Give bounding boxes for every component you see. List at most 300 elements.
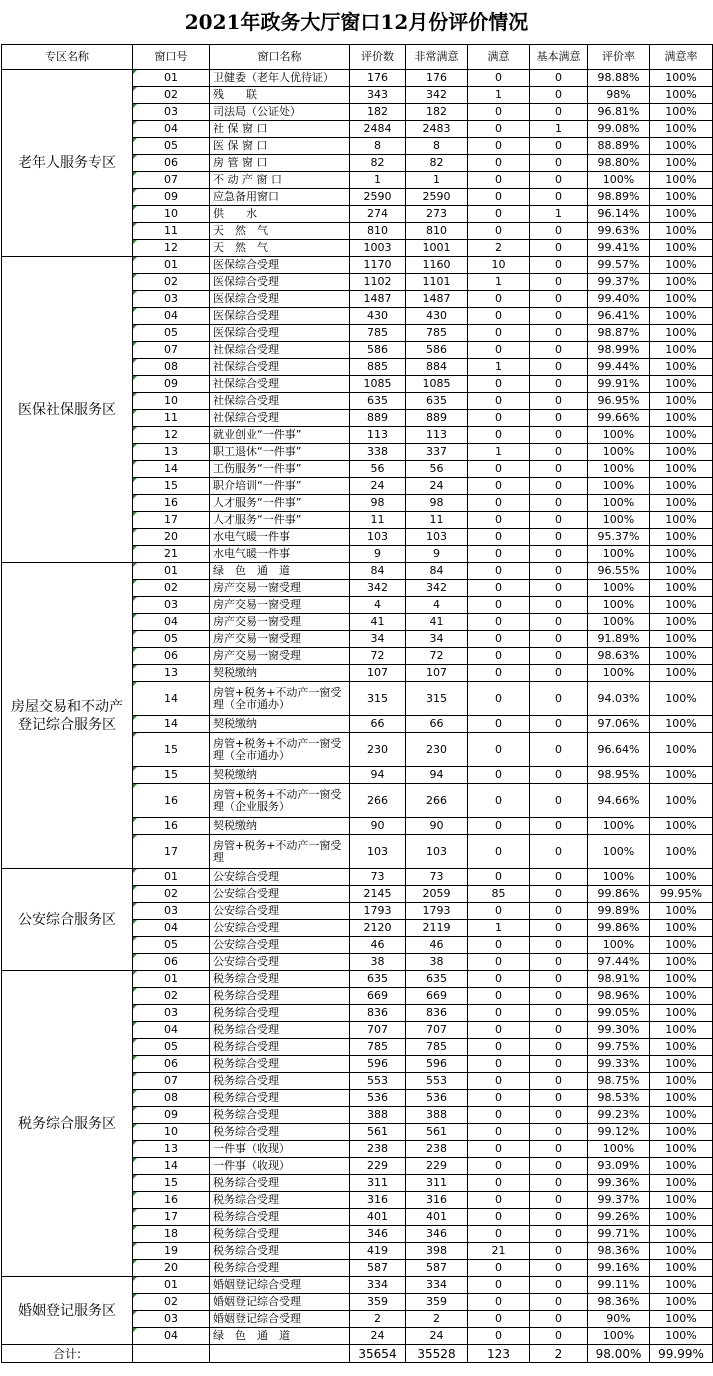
satisfied-count: 0 [468,138,530,155]
basic-satisfied-count: 0 [530,291,588,308]
satisfaction-rate: 100% [650,682,713,716]
basic-satisfied-count: 0 [530,308,588,325]
window-number: 10 [133,206,210,223]
very-satisfied-count: 536 [406,1090,468,1107]
window-name: 契税缴纳 [210,716,350,733]
satisfied-count: 0 [468,954,530,971]
basic-satisfied-count: 0 [530,597,588,614]
evaluation-count: 343 [350,87,406,104]
window-number: 07 [133,342,210,359]
basic-satisfied-count: 0 [530,665,588,682]
satisfied-count: 0 [468,376,530,393]
very-satisfied-count: 230 [406,733,468,767]
evaluation-count: 46 [350,937,406,954]
basic-satisfied-count: 0 [530,342,588,359]
window-number: 15 [133,478,210,495]
total-very-satisfied: 35528 [406,1345,468,1363]
basic-satisfied-count: 0 [530,1158,588,1175]
empty-cell [210,1345,350,1363]
window-number: 02 [133,1294,210,1311]
total-satisfied: 123 [468,1345,530,1363]
evaluation-rate: 99.91% [588,376,650,393]
evaluation-count: 2 [350,1311,406,1328]
very-satisfied-count: 24 [406,478,468,495]
window-name: 房产交易一窗受理 [210,631,350,648]
basic-satisfied-count: 0 [530,563,588,580]
evaluation-count: 84 [350,563,406,580]
satisfied-count: 0 [468,1311,530,1328]
basic-satisfied-count: 0 [530,1141,588,1158]
window-number: 20 [133,529,210,546]
window-name: 公安综合受理 [210,903,350,920]
window-number: 04 [133,308,210,325]
satisfied-count: 0 [468,342,530,359]
zone-name: 老年人服务专区 [2,70,133,257]
very-satisfied-count: 107 [406,665,468,682]
evaluation-count: 94 [350,767,406,784]
evaluation-count: 230 [350,733,406,767]
satisfied-count: 21 [468,1243,530,1260]
very-satisfied-count: 561 [406,1124,468,1141]
evaluation-count: 90 [350,818,406,835]
evaluation-count: 338 [350,444,406,461]
very-satisfied-count: 176 [406,70,468,87]
evaluation-rate: 96.55% [588,563,650,580]
very-satisfied-count: 9 [406,546,468,563]
satisfied-count: 0 [468,1260,530,1277]
basic-satisfied-count: 0 [530,716,588,733]
very-satisfied-count: 337 [406,444,468,461]
satisfied-count: 0 [468,597,530,614]
satisfied-count: 0 [468,818,530,835]
window-number: 02 [133,87,210,104]
evaluation-rate: 98% [588,87,650,104]
satisfied-count: 1 [468,274,530,291]
window-number: 08 [133,1090,210,1107]
evaluation-rate: 99.41% [588,240,650,257]
window-name: 一件事（收现） [210,1158,350,1175]
satisfaction-rate: 100% [650,512,713,529]
evaluation-count: 635 [350,971,406,988]
satisfaction-rate: 100% [650,580,713,597]
window-number: 05 [133,1039,210,1056]
very-satisfied-count: 586 [406,342,468,359]
satisfied-count: 0 [468,512,530,529]
window-number: 05 [133,138,210,155]
evaluation-rate: 100% [588,818,650,835]
basic-satisfied-count: 0 [530,886,588,903]
satisfaction-rate: 100% [650,988,713,1005]
basic-satisfied-count: 0 [530,784,588,818]
window-name: 税务综合受理 [210,1209,350,1226]
window-number: 13 [133,444,210,461]
window-number: 15 [133,1175,210,1192]
basic-satisfied-count: 0 [530,155,588,172]
satisfaction-rate: 100% [650,954,713,971]
satisfaction-rate: 100% [650,1192,713,1209]
total-rate: 98.00% [588,1345,650,1363]
window-name: 税务综合受理 [210,1005,350,1022]
window-name: 房管+税务+不动产一窗受理（企业服务） [210,784,350,818]
basic-satisfied-count: 0 [530,359,588,376]
basic-satisfied-count: 0 [530,1294,588,1311]
evaluation-count: 401 [350,1209,406,1226]
window-number: 03 [133,104,210,121]
very-satisfied-count: 707 [406,1022,468,1039]
very-satisfied-count: 238 [406,1141,468,1158]
total-basic: 2 [530,1345,588,1363]
window-number: 02 [133,580,210,597]
window-name: 供 水 [210,206,350,223]
evaluation-count: 889 [350,410,406,427]
satisfied-count: 0 [468,1328,530,1345]
satisfied-count: 0 [468,291,530,308]
basic-satisfied-count: 0 [530,1226,588,1243]
window-name: 医保综合受理 [210,257,350,274]
basic-satisfied-count: 0 [530,240,588,257]
satisfaction-rate: 100% [650,1328,713,1345]
evaluation-count: 334 [350,1277,406,1294]
evaluation-count: 669 [350,988,406,1005]
basic-satisfied-count: 0 [530,869,588,886]
very-satisfied-count: 2 [406,1311,468,1328]
window-number: 15 [133,767,210,784]
basic-satisfied-count: 0 [530,614,588,631]
satisfaction-rate: 100% [650,325,713,342]
satisfied-count: 0 [468,716,530,733]
satisfied-count: 0 [468,1090,530,1107]
very-satisfied-count: 587 [406,1260,468,1277]
satisfaction-rate: 100% [650,1209,713,1226]
very-satisfied-count: 273 [406,206,468,223]
satisfied-count: 0 [468,1158,530,1175]
evaluation-rate: 99.66% [588,410,650,427]
very-satisfied-count: 2483 [406,121,468,138]
satisfaction-rate: 100% [650,1311,713,1328]
window-number: 09 [133,189,210,206]
column-header: 评价数 [350,45,406,70]
basic-satisfied-count: 0 [530,1260,588,1277]
evaluation-rate: 98.91% [588,971,650,988]
very-satisfied-count: 41 [406,614,468,631]
evaluation-count: 1170 [350,257,406,274]
zone-name: 房屋交易和不动产登记综合服务区 [2,563,133,869]
very-satisfied-count: 2119 [406,920,468,937]
satisfied-count: 1 [468,920,530,937]
window-name: 医 保 窗 口 [210,138,350,155]
window-number: 10 [133,1124,210,1141]
evaluation-table [1,44,713,1363]
evaluation-count: 885 [350,359,406,376]
basic-satisfied-count: 0 [530,580,588,597]
very-satisfied-count: 430 [406,308,468,325]
window-name: 应急备用窗口 [210,189,350,206]
evaluation-count: 359 [350,1294,406,1311]
header-row [2,45,713,70]
satisfaction-rate: 100% [650,138,713,155]
evaluation-count: 561 [350,1124,406,1141]
basic-satisfied-count: 0 [530,1022,588,1039]
basic-satisfied-count: 0 [530,1107,588,1124]
evaluation-rate: 100% [588,495,650,512]
basic-satisfied-count: 0 [530,954,588,971]
satisfied-count: 1 [468,359,530,376]
evaluation-count: 311 [350,1175,406,1192]
window-number: 05 [133,631,210,648]
satisfied-count: 2 [468,240,530,257]
satisfaction-rate: 100% [650,563,713,580]
window-number: 05 [133,937,210,954]
satisfied-count: 0 [468,648,530,665]
satisfaction-rate: 100% [650,1073,713,1090]
column-header: 基本满意 [530,45,588,70]
satisfaction-rate: 100% [650,291,713,308]
window-name: 房产交易一窗受理 [210,614,350,631]
satisfaction-rate: 100% [650,1277,713,1294]
evaluation-rate: 99.33% [588,1056,650,1073]
satisfaction-rate: 100% [650,87,713,104]
basic-satisfied-count: 0 [530,682,588,716]
window-number: 03 [133,903,210,920]
window-name: 房管+税务+不动产一窗受理 [210,835,350,869]
satisfaction-rate: 100% [650,1090,713,1107]
satisfied-count: 0 [468,1192,530,1209]
very-satisfied-count: 1487 [406,291,468,308]
evaluation-rate: 99.63% [588,223,650,240]
satisfied-count: 0 [468,869,530,886]
satisfied-count: 0 [468,189,530,206]
satisfaction-rate: 100% [650,206,713,223]
total-satisfaction: 99.99% [650,1345,713,1363]
basic-satisfied-count: 0 [530,189,588,206]
evaluation-rate: 100% [588,937,650,954]
window-number: 18 [133,1226,210,1243]
window-name: 社保综合受理 [210,342,350,359]
very-satisfied-count: 315 [406,682,468,716]
very-satisfied-count: 401 [406,1209,468,1226]
very-satisfied-count: 182 [406,104,468,121]
very-satisfied-count: 553 [406,1073,468,1090]
window-number: 01 [133,257,210,274]
evaluation-rate: 100% [588,597,650,614]
evaluation-count: 66 [350,716,406,733]
window-name: 契税缴纳 [210,767,350,784]
basic-satisfied-count: 0 [530,1039,588,1056]
evaluation-count: 553 [350,1073,406,1090]
basic-satisfied-count: 0 [530,1005,588,1022]
very-satisfied-count: 1 [406,172,468,189]
table-row [2,971,713,988]
evaluation-rate: 99.36% [588,1175,650,1192]
evaluation-count: 1102 [350,274,406,291]
very-satisfied-count: 810 [406,223,468,240]
window-name: 工伤服务“一件事” [210,461,350,478]
very-satisfied-count: 38 [406,954,468,971]
satisfaction-rate: 100% [650,716,713,733]
basic-satisfied-count: 0 [530,920,588,937]
satisfaction-rate: 100% [650,1107,713,1124]
window-name: 婚姻登记综合受理 [210,1294,350,1311]
total-count: 35654 [350,1345,406,1363]
satisfaction-rate: 100% [650,869,713,886]
satisfaction-rate: 100% [650,903,713,920]
window-name: 税务综合受理 [210,1226,350,1243]
satisfaction-rate: 100% [650,835,713,869]
satisfied-count: 0 [468,682,530,716]
satisfied-count: 0 [468,1175,530,1192]
evaluation-rate: 96.95% [588,393,650,410]
evaluation-rate: 96.64% [588,733,650,767]
evaluation-rate: 100% [588,835,650,869]
satisfied-count: 1 [468,444,530,461]
window-name: 就业创业“一件事” [210,427,350,444]
window-number: 01 [133,1277,210,1294]
evaluation-rate: 100% [588,614,650,631]
total-label: 合计: [2,1345,133,1363]
window-number: 16 [133,495,210,512]
very-satisfied-count: 311 [406,1175,468,1192]
very-satisfied-count: 56 [406,461,468,478]
basic-satisfied-count: 0 [530,393,588,410]
very-satisfied-count: 94 [406,767,468,784]
satisfaction-rate: 100% [650,665,713,682]
evaluation-count: 11 [350,512,406,529]
basic-satisfied-count: 1 [530,121,588,138]
basic-satisfied-count: 0 [530,325,588,342]
basic-satisfied-count: 0 [530,138,588,155]
evaluation-count: 2484 [350,121,406,138]
evaluation-rate: 100% [588,1141,650,1158]
satisfaction-rate: 100% [650,631,713,648]
very-satisfied-count: 316 [406,1192,468,1209]
evaluation-count: 388 [350,1107,406,1124]
evaluation-rate: 99.16% [588,1260,650,1277]
satisfied-count: 0 [468,1073,530,1090]
basic-satisfied-count: 0 [530,835,588,869]
evaluation-rate: 98.99% [588,342,650,359]
satisfied-count: 0 [468,1022,530,1039]
basic-satisfied-count: 0 [530,988,588,1005]
basic-satisfied-count: 0 [530,444,588,461]
basic-satisfied-count: 0 [530,410,588,427]
evaluation-count: 98 [350,495,406,512]
satisfied-count: 0 [468,410,530,427]
evaluation-count: 1 [350,172,406,189]
satisfied-count: 0 [468,1294,530,1311]
satisfied-count: 0 [468,1107,530,1124]
evaluation-rate: 99.40% [588,291,650,308]
window-number: 13 [133,1141,210,1158]
satisfaction-rate: 100% [650,342,713,359]
satisfaction-rate: 100% [650,274,713,291]
satisfaction-rate: 100% [650,971,713,988]
very-satisfied-count: 635 [406,393,468,410]
evaluation-rate: 98.63% [588,648,650,665]
satisfied-count: 0 [468,971,530,988]
column-header: 满意率 [650,45,713,70]
evaluation-count: 274 [350,206,406,223]
satisfied-count: 85 [468,886,530,903]
evaluation-rate: 100% [588,172,650,189]
evaluation-count: 785 [350,1039,406,1056]
evaluation-count: 430 [350,308,406,325]
window-number: 09 [133,1107,210,1124]
satisfied-count: 0 [468,784,530,818]
satisfied-count: 0 [468,121,530,138]
evaluation-rate: 98.95% [588,767,650,784]
satisfied-count: 0 [468,325,530,342]
window-name: 社 保 窗 口 [210,121,350,138]
satisfaction-rate: 100% [650,495,713,512]
evaluation-rate: 96.41% [588,308,650,325]
satisfied-count: 0 [468,393,530,410]
basic-satisfied-count: 0 [530,1124,588,1141]
very-satisfied-count: 103 [406,529,468,546]
evaluation-rate: 99.86% [588,886,650,903]
window-name: 不 动 产 窗 口 [210,172,350,189]
basic-satisfied-count: 0 [530,461,588,478]
evaluation-count: 41 [350,614,406,631]
basic-satisfied-count: 0 [530,631,588,648]
empty-cell [133,1345,210,1363]
very-satisfied-count: 103 [406,835,468,869]
window-number: 03 [133,1311,210,1328]
very-satisfied-count: 46 [406,937,468,954]
evaluation-count: 836 [350,1005,406,1022]
window-number: 11 [133,410,210,427]
window-name: 职工退休“一件事” [210,444,350,461]
basic-satisfied-count: 0 [530,274,588,291]
evaluation-rate: 98.89% [588,189,650,206]
satisfaction-rate: 100% [650,1294,713,1311]
very-satisfied-count: 346 [406,1226,468,1243]
satisfaction-rate: 100% [650,478,713,495]
window-name: 人才服务“一件事” [210,495,350,512]
window-name: 契税缴纳 [210,818,350,835]
window-number: 01 [133,70,210,87]
satisfied-count: 0 [468,495,530,512]
window-number: 04 [133,614,210,631]
evaluation-rate: 99.75% [588,1039,650,1056]
satisfaction-rate: 100% [650,104,713,121]
evaluation-rate: 99.23% [588,1107,650,1124]
evaluation-rate: 99.11% [588,1277,650,1294]
basic-satisfied-count: 0 [530,1192,588,1209]
window-number: 02 [133,886,210,903]
evaluation-rate: 99.37% [588,274,650,291]
satisfied-count: 0 [468,1124,530,1141]
basic-satisfied-count: 0 [530,818,588,835]
window-name: 房产交易一窗受理 [210,597,350,614]
basic-satisfied-count: 0 [530,257,588,274]
evaluation-count: 2590 [350,189,406,206]
evaluation-count: 103 [350,529,406,546]
very-satisfied-count: 785 [406,325,468,342]
evaluation-rate: 99.12% [588,1124,650,1141]
evaluation-count: 1487 [350,291,406,308]
very-satisfied-count: 1793 [406,903,468,920]
very-satisfied-count: 11 [406,512,468,529]
window-number: 01 [133,563,210,580]
evaluation-count: 1793 [350,903,406,920]
satisfaction-rate: 100% [650,529,713,546]
basic-satisfied-count: 0 [530,1073,588,1090]
window-number: 15 [133,733,210,767]
table-row [2,257,713,274]
satisfaction-rate: 100% [650,920,713,937]
satisfaction-rate: 100% [650,240,713,257]
very-satisfied-count: 1101 [406,274,468,291]
